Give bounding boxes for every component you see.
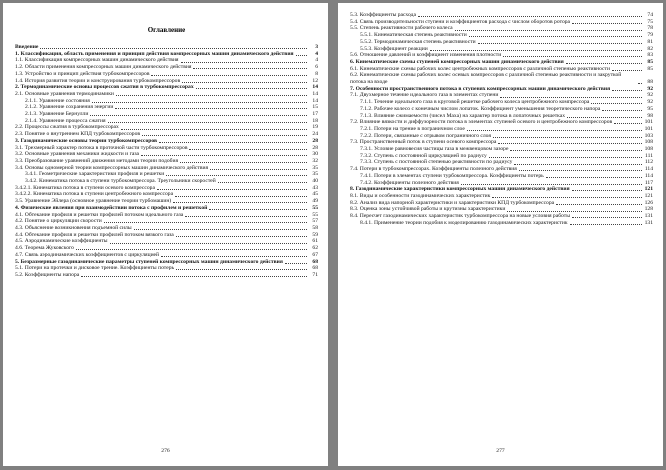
toc-leader-dots <box>108 122 307 123</box>
toc-entry-page: 45 <box>312 191 318 198</box>
toc-entry-title: 5. Безразмерные газодинамические параметры ступеней компрессорных машин динамического действия <box>15 258 283 265</box>
toc-entry-page: 85 <box>647 58 653 65</box>
toc-entry-page: 32 <box>312 157 318 164</box>
toc-leader-dots <box>81 276 307 277</box>
toc-leader-dots <box>176 269 307 270</box>
toc-entry-page: 111 <box>645 152 653 159</box>
toc-entry-title: 5.6. Отношение давлений и коэффициент изменения плотности <box>350 52 502 59</box>
toc-entry-title: 3.4. Основы одномерной теории компрессорных машин динамического действия <box>15 164 209 171</box>
toc-entry-page: 85 <box>647 65 653 72</box>
toc-leader-dots <box>612 90 642 91</box>
toc-entry-title: 6. Кинематические схемы ступеней компрессорных машин динамического действия <box>350 58 564 65</box>
toc-entry-title: 2.1.4. Уравнение процесса сжатия <box>25 117 106 124</box>
toc-leader-dots <box>193 68 307 69</box>
toc-entry <box>15 252 318 259</box>
toc-leader-dots <box>210 169 307 170</box>
right-page <box>338 3 663 466</box>
toc-entry <box>350 126 653 133</box>
toc-entry <box>15 84 318 91</box>
toc-entry <box>350 139 653 146</box>
toc-entry <box>350 72 653 85</box>
toc-leader-dots <box>285 263 307 264</box>
toc-entry-page: 35 <box>312 164 318 171</box>
toc-entry-page: 68 <box>312 258 318 265</box>
toc-entry-page: 131 <box>644 219 653 226</box>
toc-leader-dots <box>478 43 642 44</box>
toc-leader-dots <box>142 135 307 136</box>
toc-entry-page: 82 <box>647 45 653 52</box>
toc-leader-dots <box>455 30 642 31</box>
toc-entry-title: 5.2. Коэффициенты напора <box>15 271 80 278</box>
toc-entry <box>350 193 653 200</box>
toc-entry <box>350 32 653 39</box>
toc-leader-dots <box>181 62 307 63</box>
toc-entry-title: 6.2. Кинематические схемы рабочих колес осевых компрессоров с различной степенью реактивности и закруткой потока на входе <box>350 72 622 86</box>
toc-entry-page: 12 <box>312 77 318 84</box>
toc-leader-dots <box>121 129 307 130</box>
toc-leader-dots <box>570 224 642 225</box>
toc-leader-dots <box>510 150 642 151</box>
toc-entry-title: 5.5.1. Кинематическая степень реактивности <box>360 32 467 39</box>
toc-entry-page: 108 <box>644 146 653 153</box>
toc-entry-title: 7.1.3. Влияние сжимаемости (чисел Маха) на характер потока в лопаточных решетках <box>360 112 566 119</box>
toc-entry <box>350 12 653 19</box>
toc-entry <box>15 71 318 78</box>
toc-entry-title: 7.1. Двухмерное течение идеального газа в элементах ступени <box>350 92 499 99</box>
toc-entry-title: 1.2. Области применения компрессорных машин динамического действия <box>15 64 192 71</box>
toc-entry-title: 7.2.2. Потери, связанные с отрывом пограничного слоя <box>360 132 491 139</box>
toc-leader-dots <box>498 143 642 144</box>
left-page <box>3 3 328 466</box>
toc-entry <box>15 111 318 118</box>
toc-leader-dots <box>602 110 642 111</box>
toc-entry-page: 81 <box>647 38 653 45</box>
toc-entry-title: 3. Газодинамические основы теории турбокомпрессоров <box>15 137 158 144</box>
toc-entry <box>350 119 653 126</box>
toc-leader-dots <box>430 50 642 51</box>
toc-entry-title: 8. Газодинамические характеристики компрессорных машин динамического действия <box>350 186 570 193</box>
toc-leader-dots <box>572 190 642 191</box>
toc-leader-dots <box>591 103 642 104</box>
toc-entry <box>15 212 318 219</box>
toc-entry-page: 35 <box>312 171 318 178</box>
toc-right <box>350 12 653 227</box>
toc-entry-page: 114 <box>644 172 653 179</box>
toc-entry-page: 55 <box>312 204 318 211</box>
toc-entry <box>15 245 318 252</box>
toc-entry-page: 75 <box>647 18 653 25</box>
toc-entry-title: 3.3. Преобразование уравнений движения методами теории подобия <box>15 157 179 164</box>
toc-entry-title: 4.2. Понятие о циркуляции скорости <box>15 218 102 225</box>
toc-entry <box>15 98 318 105</box>
toc-entry-page: 59 <box>312 231 318 238</box>
toc-leader-dots <box>614 123 642 124</box>
toc-entry <box>15 205 318 212</box>
toc-leader-dots <box>567 117 642 118</box>
toc-entry-title: 2.2. Процессы сжатия в турбокомпрессорах <box>15 124 119 131</box>
toc-entry-title: 5.5.3. Коэффициент реакции <box>360 45 428 52</box>
toc-leader-dots <box>503 56 642 57</box>
toc-leader-dots <box>469 36 642 37</box>
toc-leader-dots <box>151 75 307 76</box>
toc-entry <box>350 99 653 106</box>
toc-left <box>15 44 318 279</box>
toc-entry-title: 5.5.2. Термодинамическая степень реактивности <box>360 38 476 45</box>
toc-entry <box>350 52 653 59</box>
toc-entry-page: 128 <box>644 206 653 213</box>
toc-entry-page: 28 <box>312 137 318 144</box>
toc-entry-title: 7.1.1. Течение идеального газа в круговой решетке рабочего колеса центробежного компрессора <box>360 99 590 106</box>
toc-leader-dots <box>507 211 642 212</box>
toc-entry-page: 61 <box>312 238 318 245</box>
toc-entry-page: 126 <box>644 199 653 206</box>
toc-entry-page: 55 <box>312 211 318 218</box>
toc-entry-title: 8.2. Анализ вида напорной характеристики и характеристики КПД турбокомпрессора <box>350 199 555 206</box>
toc-entry-title: 4.6. Теорема Жуковского <box>15 245 74 252</box>
toc-leader-dots <box>546 177 642 178</box>
toc-entry-title: 2. Термодинамические основы процессов сжатия в турбокомпрессорах <box>15 84 194 91</box>
toc-entry <box>15 198 318 205</box>
toc-entry-page: 24 <box>312 131 318 138</box>
toc-leader-dots <box>296 55 307 56</box>
toc-entry-page: 28 <box>312 144 318 151</box>
toc-entry <box>350 146 653 153</box>
toc-entry-page: 92 <box>647 99 653 106</box>
toc-leader-dots <box>638 83 642 84</box>
toc-entry-title: 2.1. Основные уравнения термодинамики <box>15 90 114 97</box>
toc-entry-page: 68 <box>312 265 318 272</box>
toc-entry <box>15 178 318 185</box>
toc-entry-title: 4.4. Обтекание профиля и решетки профилей потоком вязкого газа <box>15 231 174 238</box>
toc-entry-title: 5.1. Потери на протечки и дисковое трение. Коэффициенты потерь <box>15 265 175 272</box>
toc-entry-title: 3.1. Трехмерный характер потока в проточной части турбокомпрессоров <box>15 144 188 151</box>
toc-entry <box>15 91 318 98</box>
toc-entry-page: 79 <box>647 32 653 39</box>
toc-entry-title: 5.4. Связь производительности ступени и коэффициентов расхода с числом оборотов ротора <box>350 18 571 25</box>
toc-entry-page: 19 <box>312 124 318 131</box>
toc-entry <box>15 131 318 138</box>
toc-leader-dots <box>180 162 307 163</box>
toc-entry-page: 3 <box>315 44 318 50</box>
toc-leader-dots <box>76 249 307 250</box>
toc-entry <box>350 166 653 173</box>
toc-entry-page: 74 <box>647 12 653 18</box>
toc-entry-page: 30 <box>312 151 318 158</box>
toc-entry-title: 4.7. Связь аэродинамических коэффициентов с циркуляцией <box>15 251 160 258</box>
toc-entry-title: 7.3.2. Ступень с постоянной циркуляцией по радиусу <box>360 152 487 159</box>
toc-leader-dots <box>209 209 307 210</box>
toc-entry-page: 95 <box>647 105 653 112</box>
toc-entry-title: 7.3. Пространственный поток в ступени осевого компрессора <box>350 139 497 146</box>
toc-entry-page: 15 <box>312 104 318 111</box>
toc-entry-title: 5.3. Коэффициенты расхода <box>350 12 416 18</box>
toc-entry-title: 5.5. Степень реактивности рабочего колеса <box>350 25 453 32</box>
toc-leader-dots <box>572 217 642 218</box>
toc-entry-title: 2.3. Понятие о внутреннем КПД турбокомпрессоров <box>15 131 141 138</box>
toc-entry <box>15 158 318 165</box>
toc-leader-dots <box>418 16 642 17</box>
toc-entry-title: 1.4. История развития теории и конструирования турбокомпрессоров <box>15 77 181 84</box>
toc-leader-dots <box>134 229 307 230</box>
toc-leader-dots <box>514 164 642 165</box>
toc-entry-title: 7.3.1. Условие равновесия частицы газа в межвенцовом зазоре <box>360 146 509 153</box>
toc-entry <box>15 238 318 245</box>
toc-entry-title: 4. Физические явления при взаимодействии потока с профилем и решеткой <box>15 204 208 211</box>
toc-entry-title: 2.1.2. Уравнение сохранения энергии <box>25 104 114 111</box>
toc-entry-page: 92 <box>647 85 653 92</box>
toc-entry-title: 6.1. Кинематические схемы рабочих колес центробежных компрессоров с различной степенью реактивности <box>350 65 610 72</box>
toc-entry-title: 7.2. Влияние вязкости и диффузорности потока в элементах ступеней осевого и центробежного компрессоров <box>350 119 613 126</box>
toc-entry-page: 98 <box>647 112 653 119</box>
toc-entry-page: 103 <box>644 132 653 139</box>
toc-leader-dots <box>115 108 307 109</box>
toc-entry-title: 8.1. Виды и особенности газодинамических характеристик <box>350 192 491 199</box>
toc-leader-dots <box>176 236 307 237</box>
toc-entry-page: 78 <box>647 25 653 32</box>
toc-entry-page: 92 <box>647 92 653 99</box>
toc-entry-title: 8.4.1. Применение теории подобия к моделированию газодинамических характеристик <box>360 219 568 226</box>
toc-entry-page: 6 <box>315 64 318 71</box>
toc-entry-title: 7.4.1. Потери в элементах ступени турбокомпрессора. Коэффициенты потерь <box>360 172 544 179</box>
toc-entry <box>15 272 318 279</box>
toc-entry-page: 114 <box>644 166 653 173</box>
toc-entry-page: 43 <box>312 184 318 191</box>
toc-leader-dots <box>492 197 642 198</box>
toc-entry-page: 101 <box>644 119 653 126</box>
toc-entry-title: 2.1.1. Уравнение состояния <box>25 97 90 104</box>
toc-entry-title: 8.3. Оценка зоны устойчивой работы и крутизны характеристики <box>350 206 506 213</box>
toc-leader-dots <box>467 130 642 131</box>
toc-entry-page: 4 <box>315 57 318 64</box>
toc-entry-title: 3.2. Основные уравнения механики жидкости и газа <box>15 151 140 158</box>
toc-leader-dots <box>196 88 307 89</box>
toc-leader-dots <box>182 82 307 83</box>
toc-entry-page: 17 <box>312 111 318 118</box>
toc-entry-page: 62 <box>312 245 318 252</box>
toc-entry-title: 1. Классификация, область применения и принцип действия компрессорных машин динамического действия <box>15 50 294 57</box>
toc-entry-page: 49 <box>312 198 318 205</box>
toc-entry-title: 3.4.1. Геометрические характеристики профиля и решетки <box>25 171 165 178</box>
toc-entry <box>350 59 653 66</box>
toc-entry-page: 14 <box>312 90 318 97</box>
toc-entry <box>15 104 318 111</box>
toc-entry-page: 121 <box>644 186 653 193</box>
toc-entry <box>15 225 318 232</box>
toc-entry <box>15 151 318 158</box>
toc-entry-page: 4 <box>315 50 318 57</box>
toc-entry-title: 1.1. Классификация компрессорных машин динамического действия <box>15 57 179 64</box>
toc-entry-title: 7.4.2. Коэффициенты полезного действия <box>360 179 459 186</box>
toc-leader-dots <box>161 256 307 257</box>
toc-entry <box>350 106 653 113</box>
toc-leader-dots <box>218 182 307 183</box>
page-number-left: 276 <box>161 448 170 454</box>
toc-entry-page: 117 <box>644 179 653 186</box>
toc-entry-title: 8.4. Пересчет газодинамических характеристик турбокомпрессора на новые условия работы <box>350 213 570 220</box>
toc-entry-title: 4.1. Обтекание профиля и решетки профилей потоком идеального газа <box>15 211 184 218</box>
toc-entry <box>15 145 318 152</box>
toc-entry-title: Введение <box>15 44 39 50</box>
toc-entry-title: 4.3. Объяснение возникновения подъемной силы <box>15 224 132 231</box>
toc-entry-title: 4.5. Аэродинамические коэффициенты <box>15 238 108 245</box>
toc-leader-dots <box>612 70 642 71</box>
toc-leader-dots <box>489 157 642 158</box>
toc-leader-dots <box>157 189 307 190</box>
page-number-right: 277 <box>496 448 505 454</box>
toc-entry-page: 14 <box>312 97 318 104</box>
toc-entry <box>15 265 318 272</box>
toc-leader-dots <box>461 184 642 185</box>
toc-entry <box>350 173 653 180</box>
toc-leader-dots <box>189 149 307 150</box>
toc-entry <box>350 213 653 220</box>
toc-leader-dots <box>116 95 307 96</box>
toc-leader-dots <box>40 48 307 49</box>
toc-leader-dots <box>556 204 642 205</box>
toc-leader-dots <box>566 63 642 64</box>
toc-entry-page: 18 <box>312 117 318 124</box>
toc-entry-title: 2.1.3. Уравнение Бернулли <box>25 111 89 118</box>
toc-entry-title: 7.2.1. Потери на трение в пограничном слое <box>360 125 465 132</box>
toc-entry-title: 3.5. Уравнение Эйлера (основное уравнение теории турбомашин) <box>15 198 172 205</box>
toc-leader-dots <box>166 175 307 176</box>
toc-entry-page: 83 <box>647 52 653 59</box>
toc-leader-dots <box>92 102 307 103</box>
toc-entry-page: 58 <box>312 224 318 231</box>
toc-leader-dots <box>173 202 307 203</box>
toc-leader-dots <box>572 23 642 24</box>
toc-entry-page: 108 <box>644 139 653 146</box>
toc-entry-title: 7.3.3. Ступень с постоянной степенью реактивности по радиусу <box>360 159 513 166</box>
toc-entry-page: 112 <box>644 159 653 166</box>
toc-leader-dots <box>175 196 307 197</box>
toc-entry-page: 8 <box>315 70 318 77</box>
toc-entry <box>15 138 318 145</box>
contents-heading: Оглавление <box>147 26 186 34</box>
toc-leader-dots <box>185 216 307 217</box>
toc-entry <box>15 218 318 225</box>
toc-entry-page: 131 <box>644 213 653 220</box>
toc-leader-dots <box>90 115 307 116</box>
toc-leader-dots <box>159 142 307 143</box>
toc-entry <box>350 25 653 32</box>
toc-entry <box>350 86 653 93</box>
toc-entry <box>350 39 653 46</box>
toc-entry-page: 88 <box>647 79 653 86</box>
toc-entry-page: 101 <box>644 125 653 132</box>
toc-entry-title: 7.1.2. Рабочее колесо с конечным числом лопаток. Коэффициент уменьшения теоретического напора <box>360 105 601 112</box>
toc-entry-title: 3.4.2.2. Кинематика потока в ступени центробежного компрессора <box>15 191 174 198</box>
toc-entry-page: 71 <box>312 271 318 278</box>
toc-entry-title: 7.4. Потери в турбокомпрессорах. Коэффициенты полезного действия <box>350 166 517 173</box>
toc-entry-title: 7. Особенности пространственного потока в ступенях компрессорных машин динамического действия <box>350 85 611 92</box>
toc-entry-page: 121 <box>644 192 653 199</box>
toc-leader-dots <box>110 243 307 244</box>
toc-entry <box>350 186 653 193</box>
toc-entry-title: 3.4.2.1. Кинематика потока в ступени осевого компрессора <box>15 184 155 191</box>
toc-entry-page: 67 <box>312 251 318 258</box>
toc-entry-page: 57 <box>312 218 318 225</box>
toc-entry-page: 40 <box>312 178 318 185</box>
toc-leader-dots <box>500 97 642 98</box>
toc-entry <box>15 44 318 51</box>
toc-leader-dots <box>104 222 307 223</box>
toc-entry <box>350 220 653 227</box>
toc-entry-title: 1.3. Устройство и принцип действия турбокомпрессоров <box>15 70 150 77</box>
toc-leader-dots <box>493 137 642 138</box>
toc-leader-dots <box>141 155 307 156</box>
toc-leader-dots <box>519 170 642 171</box>
toc-entry-title: 3.4.2. Кинематика потока в ступени турбокомпрессора. Треугольники скоростей <box>25 178 216 185</box>
toc-entry-page: 14 <box>312 84 318 91</box>
toc-entry <box>15 64 318 71</box>
